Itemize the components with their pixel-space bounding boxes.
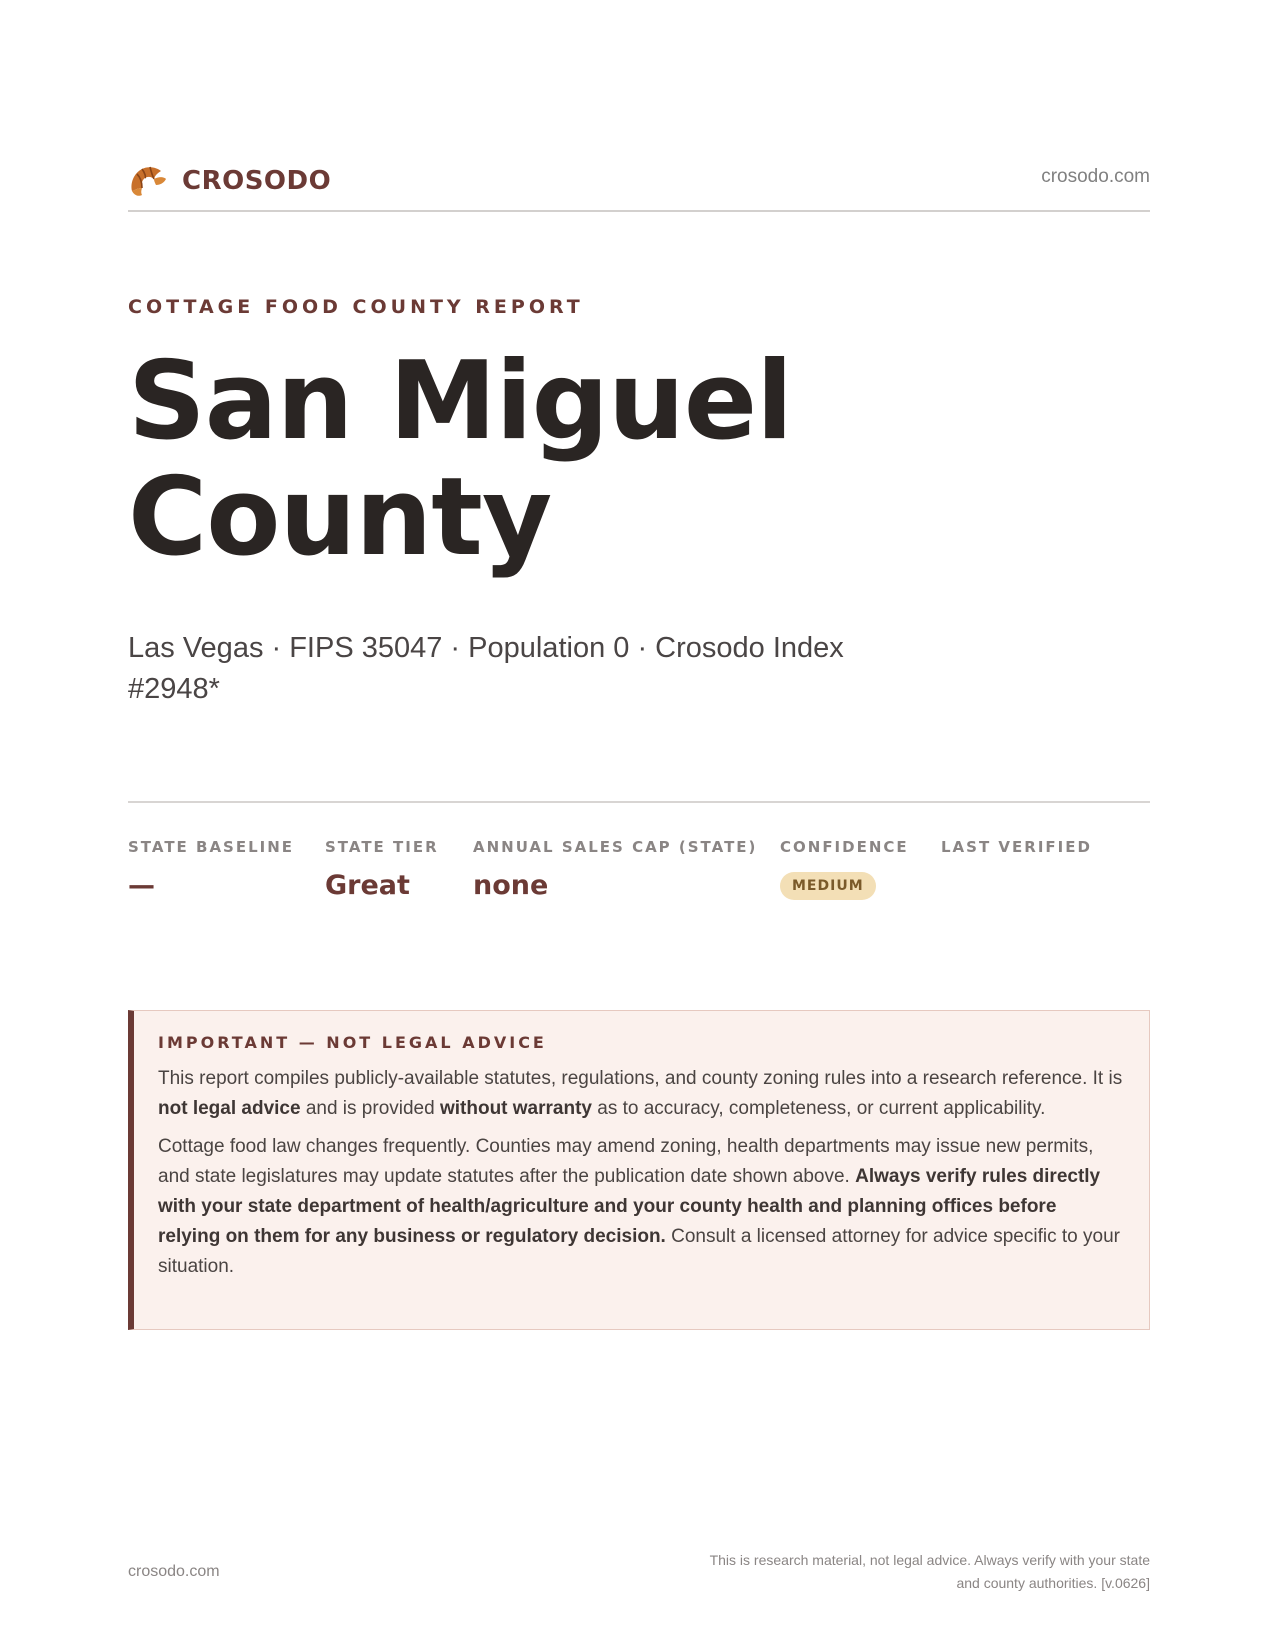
title-line-2: County	[128, 455, 552, 580]
notice-text: This report compiles publicly-available statutes, regulations, and county zoning rules into a research reference. It is	[158, 1068, 1123, 1089]
confidence-badge: MEDIUM	[780, 872, 876, 900]
report-eyebrow: COTTAGE FOOD COUNTY REPORT	[128, 296, 584, 318]
stat-value: —	[128, 870, 155, 901]
notice-text: as to accuracy, completeness, or current applicability.	[591, 1098, 1046, 1119]
notice-paragraph-1	[158, 1064, 1123, 1124]
page-title	[128, 339, 793, 580]
footer-disclaimer-line-2: and county authorities. [v.0626]	[956, 1575, 1150, 1591]
stat-state-baseline	[128, 838, 294, 901]
legal-notice	[128, 1010, 1150, 1330]
footer-disclaimer-line-1: This is research material, not legal advice. Always verify with your state	[709, 1552, 1150, 1568]
title-line-1: San Miguel	[128, 339, 793, 464]
site-link[interactable]: crosodo.com	[1041, 166, 1150, 187]
notice-text: Cottage food law changes frequently. Counties may amend zoning, health departments may issue new permits, and state legislatures may update statutes after the publication date shown above.	[158, 1136, 1094, 1187]
footer-site[interactable]: crosodo.com	[128, 1563, 220, 1580]
notice-emphasis: Always verify rules directly with your state department of health/agriculture and your county health and planning offices before relying on them for any business or regulatory decision.	[158, 1166, 1101, 1247]
croissant-icon	[128, 161, 168, 201]
page-header	[128, 158, 1150, 212]
footer-disclaimer	[650, 1549, 1150, 1595]
stat-label: CONFIDENCE	[780, 838, 909, 856]
stat-value: none	[473, 870, 549, 901]
county-subtitle: Las Vegas · FIPS 35047 · Population 0 · Crosodo Index #2948*	[128, 632, 844, 705]
stat-last-verified	[941, 838, 1092, 870]
notice-text: and is provided	[300, 1098, 440, 1119]
notice-title: IMPORTANT — NOT LEGAL ADVICE	[158, 1033, 547, 1052]
stats-divider	[128, 801, 1150, 803]
stat-label: LAST VERIFIED	[941, 838, 1092, 856]
stat-confidence	[780, 838, 909, 900]
notice-emphasis: not legal advice	[158, 1098, 301, 1119]
stat-label: STATE TIER	[325, 838, 439, 856]
stat-value: Great	[325, 870, 410, 901]
stat-label: STATE BASELINE	[128, 838, 295, 856]
notice-emphasis: without warranty	[439, 1098, 592, 1119]
notice-paragraph-2	[158, 1132, 1123, 1282]
notice-text: Consult a licensed attorney for advice specific to your situation.	[158, 1226, 1120, 1277]
stat-sales-cap	[473, 838, 757, 901]
report-page	[128, 0, 1150, 1650]
stat-label: ANNUAL SALES CAP (STATE)	[473, 838, 758, 856]
stat-state-tier	[325, 838, 439, 901]
brand	[128, 161, 331, 201]
brand-name: CROSODO	[182, 166, 332, 196]
